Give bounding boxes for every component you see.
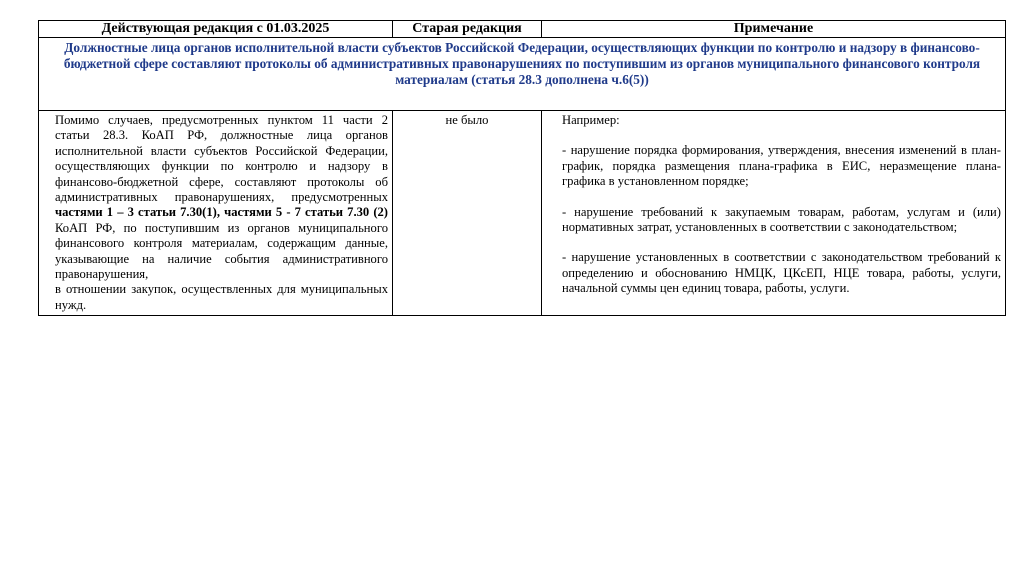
current-edition-cell [39,111,393,316]
note-cell [542,111,1006,316]
header-note: Примечание [542,21,1006,38]
note-item-2: - нарушение требований к закупаемым товарам, работам, услугам и (или) нормативных затрат, установленных в соответствии с законодательством; [562,204,1001,235]
current-text-bold-articles: частями 1 – 3 статьи 7.30(1), частями 5 - 7 статьи 7.30 (2) [55,205,388,220]
section-title: Должностные лица органов исполнительной власти субъектов Российской Федерации, осуществляющих функции по контролю и надзору в финансово-бюджетной сфере составляют протоколы об административных правонарушениях по поступившим из органов муниципального финансового контроля материалам (статья 28.3 дополнена ч.6(5)) [39,38,1006,111]
note-intro: Например: [562,113,620,127]
table-row [39,111,1006,316]
current-edition-text [55,113,388,282]
comparison-table [38,20,1006,316]
note-item-1: - нарушение порядка формирования, утверждения, внесения изменений в план-график, порядка размещения плана-графика в ЕИС, неразмещение плана-графика в установленном порядке; [562,143,1001,189]
header-current-edition: Действующая редакция с 01.03.2025 [39,21,393,38]
current-text-part-2: КоАП РФ, по поступившим из органов муниципального финансового контроля материалам, содержащим данные, указывающие на наличие события административного правонарушения, [55,220,388,282]
current-text-part-3: в отношении закупок, осуществленных для муниципальных нужд. [55,282,388,312]
old-edition-cell: не было [393,111,542,316]
note-item-3: - нарушение установленных в соответствии с законодательством требований к определению и обоснованию НМЦК, ЦКсЕП, НЦЕ товара, работы, услуги, начальной суммы цен единиц товара, работы, услуги. [562,250,1001,296]
current-text-part-1: Помимо случаев, предусмотренных пунктом 11 части 2 статьи 28.3. КоАП РФ, должностные лица органов исполнительной власти субъектов Российской Федерации, осуществляющих функции по контролю и надзору в финансово-бюджетной сфере, составляют протоколы об административных правонарушениях, предусмотренных [55,113,388,205]
section-row [39,38,1006,111]
header-row [39,21,1006,38]
header-old-edition: Старая редакция [393,21,542,38]
